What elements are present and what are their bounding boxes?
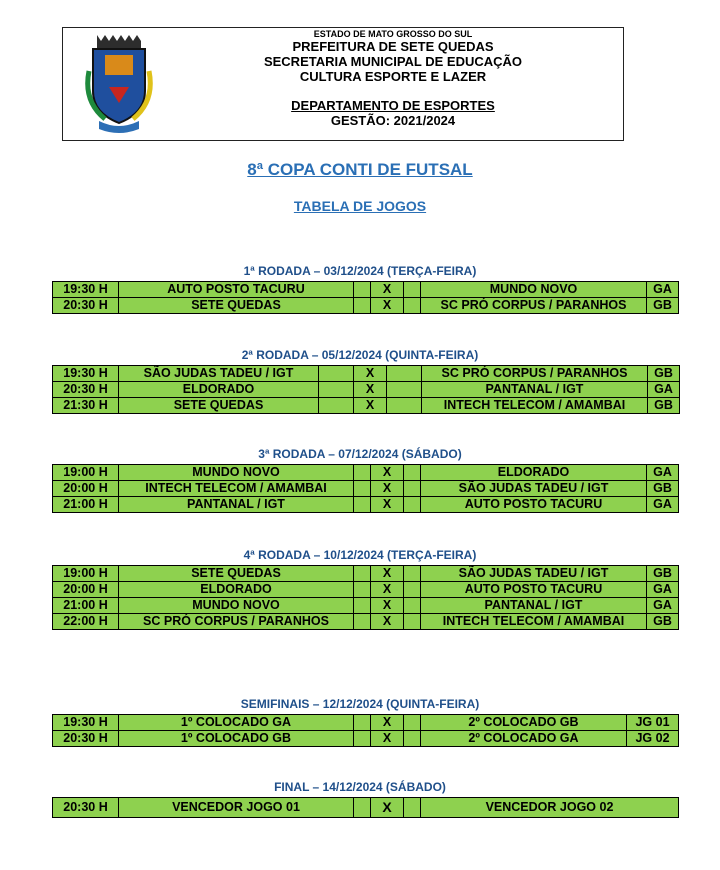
away-team: PANTANAL / IGT bbox=[422, 382, 648, 398]
spacer-cell bbox=[387, 366, 422, 382]
game-group: GB bbox=[647, 566, 679, 582]
game-group: GA bbox=[647, 582, 679, 598]
game-group: GA bbox=[647, 497, 679, 513]
away-team: SC PRÓ CORPUS / PARANHOS bbox=[421, 298, 647, 314]
table-row bbox=[53, 282, 679, 298]
home-team: INTECH TELECOM / AMAMBAI bbox=[119, 481, 354, 497]
game-group: GB bbox=[647, 298, 679, 314]
away-team: AUTO POSTO TACURU bbox=[421, 582, 647, 598]
table-row bbox=[53, 366, 680, 382]
round-2-title: 2ª RODADA – 05/12/2024 (QUINTA-FEIRA) bbox=[241, 348, 479, 362]
municipal-coat-of-arms-icon bbox=[83, 31, 155, 133]
versus-mark: X bbox=[371, 798, 404, 818]
game-time: 20:00 H bbox=[53, 481, 119, 497]
game-time: 20:00 H bbox=[53, 582, 119, 598]
away-team: INTECH TELECOM / AMAMBAI bbox=[421, 614, 647, 630]
game-time: 21:00 H bbox=[53, 598, 119, 614]
round-3-title: 3ª RODADA – 07/12/2024 (SÁBADO) bbox=[258, 447, 462, 461]
schedule-subtitle: TABELA DE JOGOS bbox=[293, 198, 427, 214]
versus-mark: X bbox=[371, 298, 404, 314]
versus-mark: X bbox=[371, 598, 404, 614]
versus-mark: X bbox=[354, 382, 387, 398]
versus-mark: X bbox=[371, 582, 404, 598]
tournament-title: 8ª COPA CONTI DE FUTSAL bbox=[247, 160, 473, 179]
home-team: ELDORADO bbox=[119, 382, 319, 398]
round-2-table bbox=[52, 365, 680, 414]
table-row bbox=[53, 731, 679, 747]
game-group: GA bbox=[647, 282, 679, 298]
home-team: MUNDO NOVO bbox=[119, 465, 354, 481]
away-team: AUTO POSTO TACURU bbox=[421, 497, 647, 513]
game-time: 22:00 H bbox=[53, 614, 119, 630]
spacer-cell bbox=[319, 366, 354, 382]
spacer-cell bbox=[354, 497, 371, 513]
game-time: 19:00 H bbox=[53, 566, 119, 582]
home-team: 1º COLOCADO GA bbox=[119, 715, 354, 731]
home-team: ELDORADO bbox=[119, 582, 354, 598]
table-row bbox=[53, 582, 679, 598]
spacer-cell bbox=[354, 298, 371, 314]
round-1-table bbox=[52, 281, 679, 314]
secretariat-name: SECRETARIA MUNICIPAL DE EDUCAÇÃO bbox=[263, 54, 523, 69]
spacer-cell bbox=[404, 282, 421, 298]
spacer-cell bbox=[404, 497, 421, 513]
game-group: GA bbox=[647, 465, 679, 481]
spacer-cell bbox=[387, 382, 422, 398]
round-1-title: 1ª RODADA – 03/12/2024 (TERÇA-FEIRA) bbox=[243, 264, 477, 278]
away-team: 2º COLOCADO GB bbox=[421, 715, 627, 731]
administration-term: GESTÃO: 2021/2024 bbox=[330, 113, 456, 128]
game-time: 19:30 H bbox=[53, 715, 119, 731]
table-row bbox=[53, 481, 679, 497]
spacer-cell bbox=[354, 566, 371, 582]
game-code: JG 02 bbox=[627, 731, 679, 747]
spacer-cell bbox=[354, 598, 371, 614]
final-table bbox=[52, 797, 679, 818]
spacer-cell bbox=[404, 582, 421, 598]
spacer-cell bbox=[319, 398, 354, 414]
spacer-cell bbox=[404, 481, 421, 497]
versus-mark: X bbox=[371, 731, 404, 747]
home-team: SETE QUEDAS bbox=[119, 298, 354, 314]
game-group: GA bbox=[647, 598, 679, 614]
game-group: GA bbox=[648, 382, 680, 398]
table-row bbox=[53, 382, 680, 398]
prefecture-name: PREFEITURA DE SETE QUEDAS bbox=[292, 39, 494, 54]
table-row bbox=[53, 398, 680, 414]
game-time: 20:30 H bbox=[53, 798, 119, 818]
game-time: 20:30 H bbox=[53, 731, 119, 747]
spacer-cell bbox=[319, 382, 354, 398]
round-4-title: 4ª RODADA – 10/12/2024 (TERÇA-FEIRA) bbox=[243, 548, 477, 562]
spacer-cell bbox=[354, 731, 371, 747]
versus-mark: X bbox=[371, 614, 404, 630]
versus-mark: X bbox=[354, 398, 387, 414]
secretariat-subtitle: CULTURA ESPORTE E LAZER bbox=[299, 69, 487, 84]
spacer-cell bbox=[404, 465, 421, 481]
game-time: 21:30 H bbox=[53, 398, 119, 414]
away-team: ELDORADO bbox=[421, 465, 647, 481]
away-team: SÃO JUDAS TADEU / IGT bbox=[421, 481, 647, 497]
game-group: GB bbox=[648, 398, 680, 414]
table-row bbox=[53, 798, 679, 818]
game-time: 20:30 H bbox=[53, 382, 119, 398]
state-name: ESTADO DE MATO GROSSO DO SUL bbox=[313, 29, 473, 39]
spacer-cell bbox=[404, 298, 421, 314]
home-team: SC PRÓ CORPUS / PARANHOS bbox=[119, 614, 354, 630]
semifinals-title: SEMIFINAIS – 12/12/2024 (QUINTA-FEIRA) bbox=[240, 697, 480, 711]
away-team: MUNDO NOVO bbox=[421, 282, 647, 298]
spacer-cell bbox=[404, 715, 421, 731]
home-team: VENCEDOR JOGO 01 bbox=[119, 798, 354, 818]
away-team: SC PRÓ CORPUS / PARANHOS bbox=[422, 366, 648, 382]
game-time: 21:00 H bbox=[53, 497, 119, 513]
versus-mark: X bbox=[371, 282, 404, 298]
final-title: FINAL – 14/12/2024 (SÁBADO) bbox=[274, 780, 446, 794]
away-team: INTECH TELECOM / AMAMBAI bbox=[422, 398, 648, 414]
away-team: VENCEDOR JOGO 02 bbox=[421, 798, 679, 818]
round-4-table bbox=[52, 565, 679, 630]
table-row bbox=[53, 497, 679, 513]
versus-mark: X bbox=[371, 566, 404, 582]
spacer-cell bbox=[354, 582, 371, 598]
spacer-cell bbox=[354, 798, 371, 818]
game-time: 19:30 H bbox=[53, 366, 119, 382]
game-time: 19:00 H bbox=[53, 465, 119, 481]
game-code: JG 01 bbox=[627, 715, 679, 731]
home-team: AUTO POSTO TACURU bbox=[119, 282, 354, 298]
versus-mark: X bbox=[371, 497, 404, 513]
table-row bbox=[53, 465, 679, 481]
game-group: GB bbox=[647, 614, 679, 630]
round-3-table bbox=[52, 464, 679, 513]
spacer-cell bbox=[404, 598, 421, 614]
game-group: GB bbox=[648, 366, 680, 382]
spacer-cell bbox=[354, 614, 371, 630]
table-row bbox=[53, 298, 679, 314]
spacer-cell bbox=[354, 715, 371, 731]
home-team: 1º COLOCADO GB bbox=[119, 731, 354, 747]
away-team: PANTANAL / IGT bbox=[421, 598, 647, 614]
home-team: PANTANAL / IGT bbox=[119, 497, 354, 513]
home-team: SETE QUEDAS bbox=[119, 398, 319, 414]
home-team: MUNDO NOVO bbox=[119, 598, 354, 614]
spacer-cell bbox=[404, 566, 421, 582]
spacer-cell bbox=[354, 282, 371, 298]
semifinals-table bbox=[52, 714, 679, 747]
spacer-cell bbox=[354, 481, 371, 497]
department-name: DEPARTAMENTO DE ESPORTES bbox=[291, 98, 495, 113]
spacer-cell bbox=[354, 465, 371, 481]
table-row bbox=[53, 598, 679, 614]
game-group: GB bbox=[647, 481, 679, 497]
home-team: SÃO JUDAS TADEU / IGT bbox=[119, 366, 319, 382]
spacer-cell bbox=[404, 731, 421, 747]
versus-mark: X bbox=[371, 715, 404, 731]
table-row bbox=[53, 715, 679, 731]
away-team: 2º COLOCADO GA bbox=[421, 731, 627, 747]
home-team: SETE QUEDAS bbox=[119, 566, 354, 582]
table-row bbox=[53, 566, 679, 582]
versus-mark: X bbox=[371, 481, 404, 497]
game-time: 20:30 H bbox=[53, 298, 119, 314]
document-header bbox=[62, 27, 624, 141]
spacer-cell bbox=[387, 398, 422, 414]
table-row bbox=[53, 614, 679, 630]
game-time: 19:30 H bbox=[53, 282, 119, 298]
away-team: SÃO JUDAS TADEU / IGT bbox=[421, 566, 647, 582]
versus-mark: X bbox=[371, 465, 404, 481]
versus-mark: X bbox=[354, 366, 387, 382]
spacer-cell bbox=[404, 614, 421, 630]
spacer-cell bbox=[404, 798, 421, 818]
